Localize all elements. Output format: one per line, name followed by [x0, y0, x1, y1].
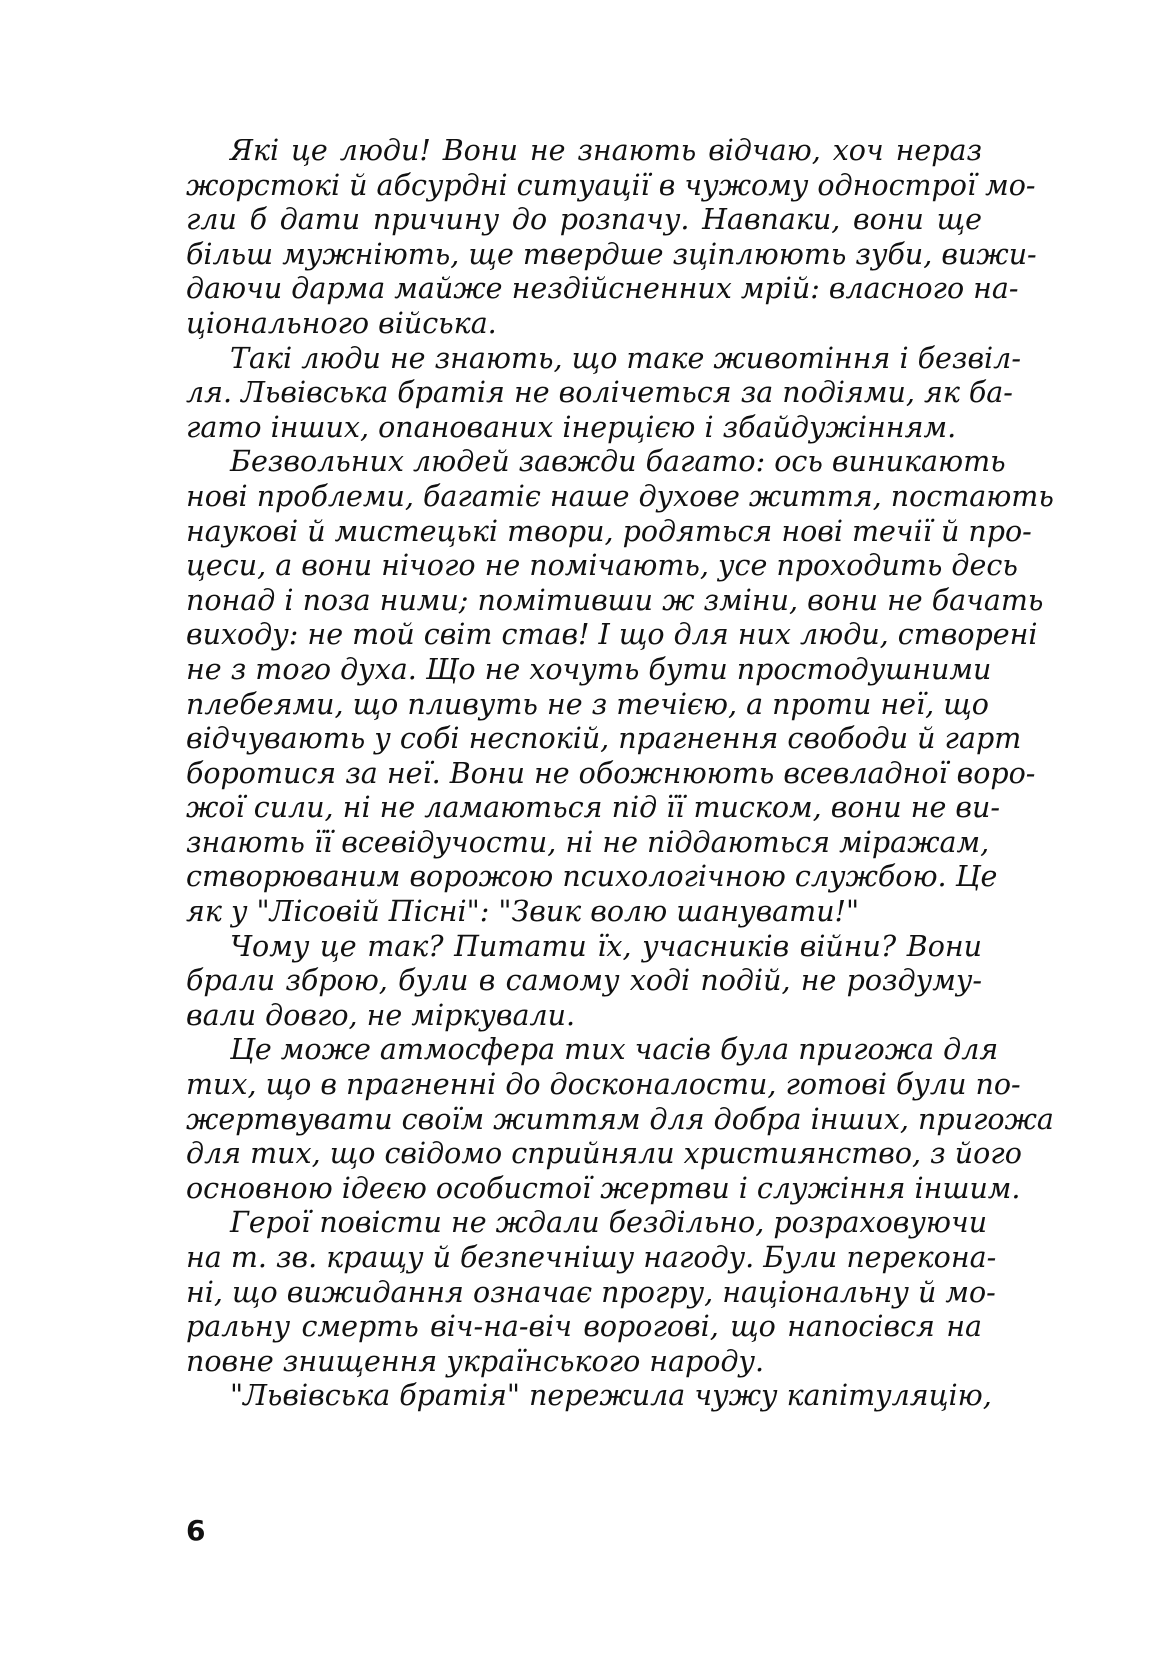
text-line: для тих, що свідомо сприйняли християнство, з його	[186, 1137, 1022, 1171]
text-line: основною ідеєю особистої жертви і служіння іншим.	[186, 1171, 1021, 1205]
text-line: боротися за неї. Вони не обожнюють всевладної воро-	[186, 756, 1036, 790]
text-line: тих, що в прагненні до досконалости, готові були по-	[186, 1068, 1021, 1102]
text-line: Герої повісти не ждали бездільно, розраховуючи	[230, 1206, 988, 1240]
text-line: більш мужніють, ще твердше зціплюють зуби, вижи-	[186, 237, 1037, 271]
text-line: ні, що вижидання означає прогру, національну й мо-	[186, 1275, 996, 1309]
text-line: гли б дати причину до розпачу. Навпаки, вони ще	[186, 203, 982, 237]
text-line: цеси, а вони нічого не помічають, усе проходить десь	[186, 549, 1018, 583]
text-line: даючи дарма майже нездійсненних мрій: власного на-	[186, 272, 1019, 306]
body-text	[186, 134, 1054, 1414]
text-line: нові проблеми, багатіє наше духове життя, постають	[186, 479, 1054, 513]
text-line: вали довго, не міркували.	[186, 998, 576, 1032]
text-line: жорстокі й абсурдні ситуації в чужому однострої мо-	[186, 168, 1036, 202]
text-line: Безвольних людей завжди багато: ось виникають	[230, 445, 1006, 479]
text-line: Це може атмосфера тих часів була пригожа для	[230, 1033, 999, 1067]
text-line: брали зброю, були в самому ході подій, не роздуму-	[186, 964, 982, 998]
text-line: створюваним ворожою психологічною службою. Це	[186, 860, 998, 894]
text-line: виходу: не той світ став! І що для них люди, створені	[186, 618, 1038, 652]
text-line: як у "Лісовій Пісні": "Звик волю шанувати!"	[186, 895, 860, 929]
text-line: Такі люди не знають, що таке животіння і безвіл-	[230, 341, 1021, 375]
text-line: ля. Львівська братія не волічеться за подіями, як ба-	[186, 376, 1013, 410]
text-line: на т. зв. кращу й безпечнішу нагоду. Були переконa-	[186, 1241, 997, 1274]
text-line: жертвувати своїм життям для добра інших, пригожа	[186, 1102, 1054, 1136]
text-line: повне знищення українського народу.	[186, 1344, 765, 1378]
text-line: "Львівська братія" пережила чужу капітуляцію,	[230, 1379, 992, 1413]
text-line: Які це люди! Вони не знають відчаю, хоч нераз	[230, 134, 982, 167]
text-line: ральну смерть віч-на-віч ворогові, що напосівся на	[186, 1310, 982, 1344]
text-line: відчувають у собі неспокій, прагнення свободи й гарт	[186, 722, 1022, 756]
text-line: Чому це так? Питати їх, учасників війни? Вони	[230, 929, 982, 963]
text-line: знають її всевідучости, ні не піддаються міражам,	[186, 825, 990, 859]
text-line: ціонального війська.	[186, 306, 497, 340]
text-line: гато інших, опанованих інерцією і збайдужінням.	[186, 410, 957, 444]
text-line: не з того духа. Що не хочуть бути простодушними	[186, 652, 992, 686]
text-line: жої сили, ні не ламаються під її тиском, вони не ви-	[186, 791, 1000, 825]
text-line: плебеями, що пливуть не з течією, а проти неї, що	[186, 687, 989, 721]
text-line: наукові й мистецькі твори, родяться нові течії й про-	[186, 514, 1032, 548]
page-number: 6	[186, 1514, 206, 1547]
text-line: понад і поза ними; помітивши ж зміни, вони не бачать	[186, 583, 1044, 617]
